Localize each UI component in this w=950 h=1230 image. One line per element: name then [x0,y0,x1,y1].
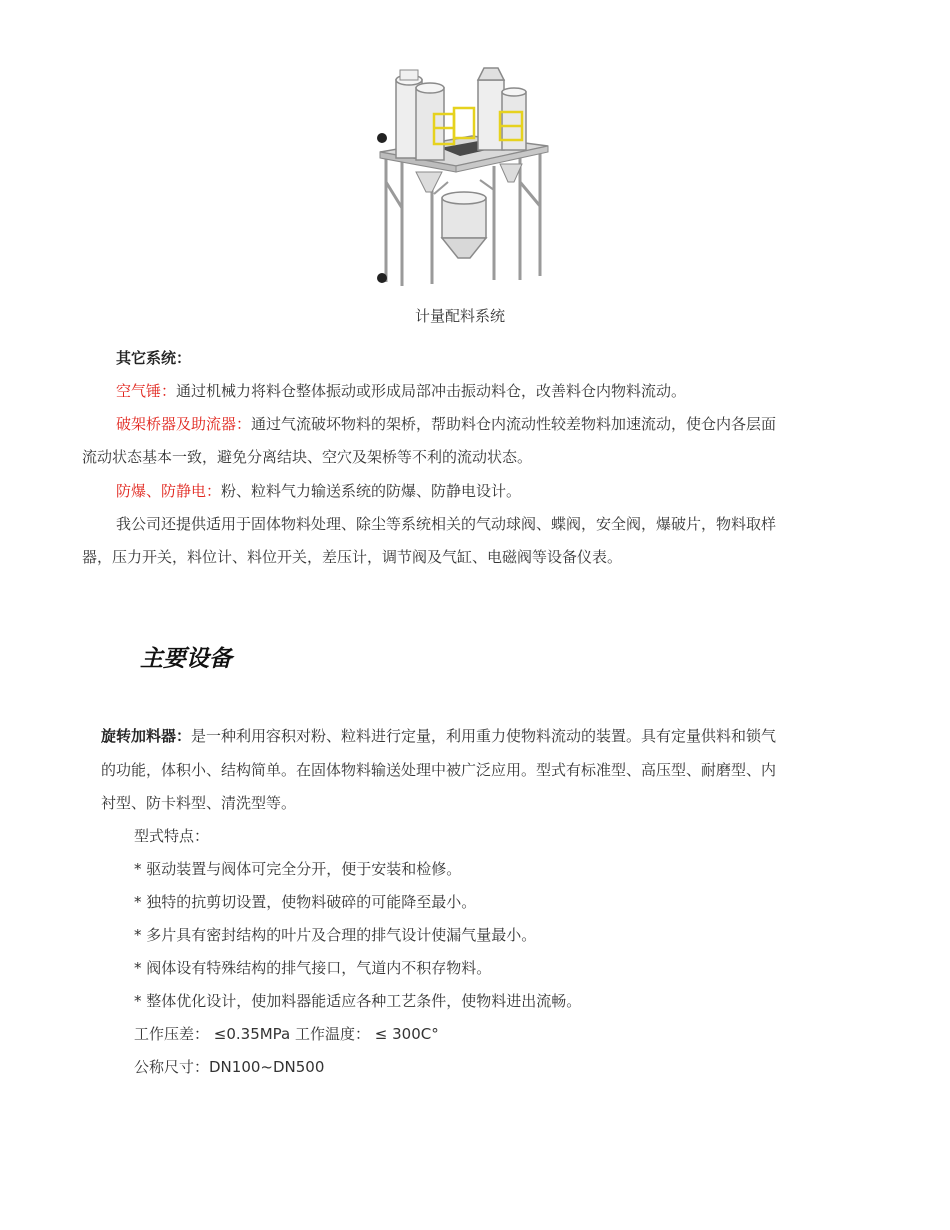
bridge-breaker-text-line2: 流动状态基本一致，避免分离结块、空穴及架桥等不利的流动状态。 [82,448,533,466]
other-systems-title-text: 其它系统： [116,349,192,367]
features-title: 型式特点： [134,827,210,845]
company-paragraph-line1: 我公司还提供适用于固体物料处理、除尘等系统相关的气动球阀、蝶阀，安全阀，爆破片，物料取样 [116,515,777,533]
company-paragraph-line2: 器，压力开关，料位计、料位开关，差压计，调节阀及气缸、电磁阀等设备仪表。 [82,548,623,566]
feature-item: * 独特的抗剪切设置，使物料破碎的可能降至最小。 [134,893,477,911]
antistatic-term: 防爆、防静电： [116,482,222,500]
rotary-feeder-line1 [101,720,776,753]
metering-system-figure [372,62,552,298]
other-systems-title [116,342,191,375]
feature-item: * 整体优化设计，使加料器能适应各种工艺条件，使物料进出流畅。 [134,992,582,1010]
air-hammer-text: 通过机械力将料仓整体振动或形成局部冲击振动料仓，改善料仓内物料流动。 [176,382,687,400]
bridge-breaker-text-line1: 通过气流破坏物料的架桥，帮助料仓内流动性较差物料加速流动，使仓内各层面 [251,415,777,433]
antistatic-paragraph [116,475,521,508]
bridge-breaker-paragraph-line1 [116,408,776,441]
rotary-feeder-line2: 的功能，体积小、结构简单。在固体物料输送处理中被广泛应用。型式有标准型、高压型、耐磨型、内 [101,761,777,779]
working-conditions: 工作压差： ≤0.35MPa 工作温度： ≤ 300C° [134,1025,439,1043]
feature-item: * 多片具有密封结构的叶片及合理的排气设计使漏气量最小。 [134,926,537,944]
rotary-feeder-text-line1: 是一种利用容积对粉、粒料进行定量，利用重力使物料流动的装置。具有定量供料和锁气 [191,727,777,745]
rotary-feeder-term: 旋转加料器： [101,727,192,745]
feature-item: * 驱动装置与阀体可完全分开，便于安装和检修。 [134,860,462,878]
figure-caption: 计量配料系统 [414,307,505,325]
metering-system-illustration [372,62,552,298]
rotary-feeder-line3: 衬型、防卡料型、清洗型等。 [101,794,297,812]
bridge-breaker-term: 破架桥器及助流器： [116,415,252,433]
air-hammer-term: 空气锤： [116,382,177,400]
nominal-size: 公称尺寸：DN100~DN500 [134,1058,325,1076]
feature-item: * 阀体设有特殊结构的排气接口，气道内不积存物料。 [134,959,492,977]
antistatic-text: 粉、粒料气力输送系统的防爆、防静电设计。 [221,482,522,500]
air-hammer-paragraph [116,375,686,408]
main-equipment-heading: 主要设备 [140,646,232,672]
